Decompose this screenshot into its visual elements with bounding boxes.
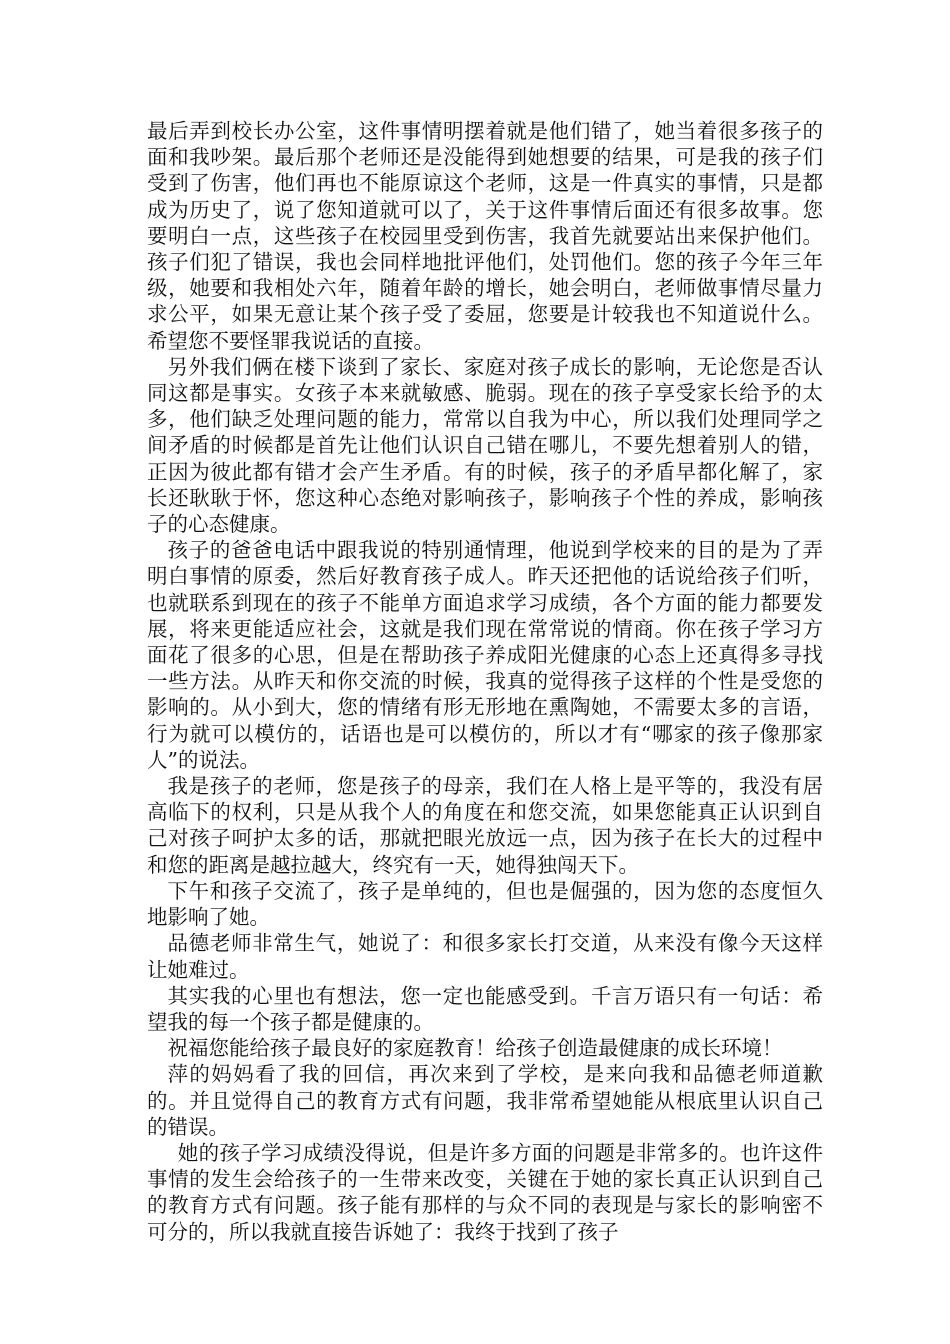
paragraph-1: 最后弄到校长办公室，这件事情明摆着就是他们错了，她当着很多孩子的面和我吵架。最后那个老师还是没能得到她想要的结果，可是我的孩子们受到了伤害，他们再也不能原谅这个老师，这是一件真实的事情，只是都成为历史了，说了您知道就可以了，关于这件事情后面还有很多故事。您要明白一点，这些孩子在校园里受到伤害，我首先就要站出来保护他们。孩子们犯了错误，我也会同样地批评他们，处罚他们。您的孩子今年三年级，她要和我相处六年，随着年龄的增长，她会明白，老师做事情尽量力求公平，如果无意让某个孩子受了委屈，您要是计较我也不知道说什么。希望您不要怪罪我说话的直接。	[147, 119, 823, 353]
paragraph-9: 萍的妈妈看了我的回信，再次来到了学校，是来向我和品德老师道歉的。并且觉得自己的教育方式有问题，我非常希望她能从根底里认识自己的错误。	[147, 1062, 823, 1139]
paragraph-10: 她的孩子学习成绩没得说，但是许多方面的问题是非常多的。也许这件事情的发生会给孩子的一生带来改变，关键在于她的家长真正认识到自己的教育方式有问题。孩子能有那样的与众不同的表现是与家长的影响密不可分的，所以我就直接告诉她了：我终于找到了孩子	[147, 1140, 823, 1244]
paragraph-7: 其实我的心里也有想法，您一定也能感受到。千言万语只有一句话：希望我的每一个孩子都是健康的。	[147, 983, 823, 1034]
paragraph-2: 另外我们俩在楼下谈到了家长、家庭对孩子成长的影响，无论您是否认同这都是事实。女孩子本来就敏感、脆弱。现在的孩子享受家长给予的太多，他们缺乏处理问题的能力，常常以自我为中心，所以我们处理同学之间矛盾的时候都是首先让他们认识自己错在哪儿，不要先想着别人的错，正因为彼此都有错才会产生矛盾。有的时候，孩子的矛盾早都化解了，家长还耿耿于怀，您这种心态绝对影响孩子，影响孩子个性的养成，影响孩子的心态健康。	[147, 354, 823, 537]
paragraph-4: 我是孩子的老师，您是孩子的母亲，我们在人格上是平等的，我没有居高临下的权利，只是从我个人的角度在和您交流，如果您能真正认识到自己对孩子呵护太多的话，那就把眼光放远一点，因为孩子在长大的过程中和您的距离是越拉越大，终究有一天，她得独闯天下。	[147, 774, 823, 877]
paragraph-8: 祝福您能给孩子最良好的家庭教育！给孩子创造最健康的成长环境！	[167, 1036, 783, 1061]
paragraph-6: 品德老师非常生气，她说了：和很多家长打交道，从来没有像今天这样让她难过。	[147, 931, 823, 982]
paragraph-5: 下午和孩子交流了，孩子是单纯的，但也是倔强的，因为您的态度恒久地影响了她。	[147, 878, 823, 930]
paragraph-3: 孩子的爸爸电话中跟我说的特别通情理，他说到学校来的目的是为了弄明白事情的原委，然后好教育孩子成人。昨天还把他的话说给孩子们听，也就联系到现在的孩子不能单方面追求学习成绩，各个方面的能力都要发展，将来更能适应社会，这就是我们现在常常说的情商。你在孩子学习方面花了很多的心思，但是在帮助孩子养成阳光健康的心态上还真得多寻找一些方法。从昨天和你交流的时候，我真的觉得孩子这样的个性是受您的影响的。从小到大，您的情绪有形无形地在熏陶她，不需要太多的言语，行为就可以模仿的，话语也是可以模仿的，所以才有“哪家的孩子像那家人”的说法。	[147, 538, 823, 772]
document-body	[147, 118, 823, 1245]
